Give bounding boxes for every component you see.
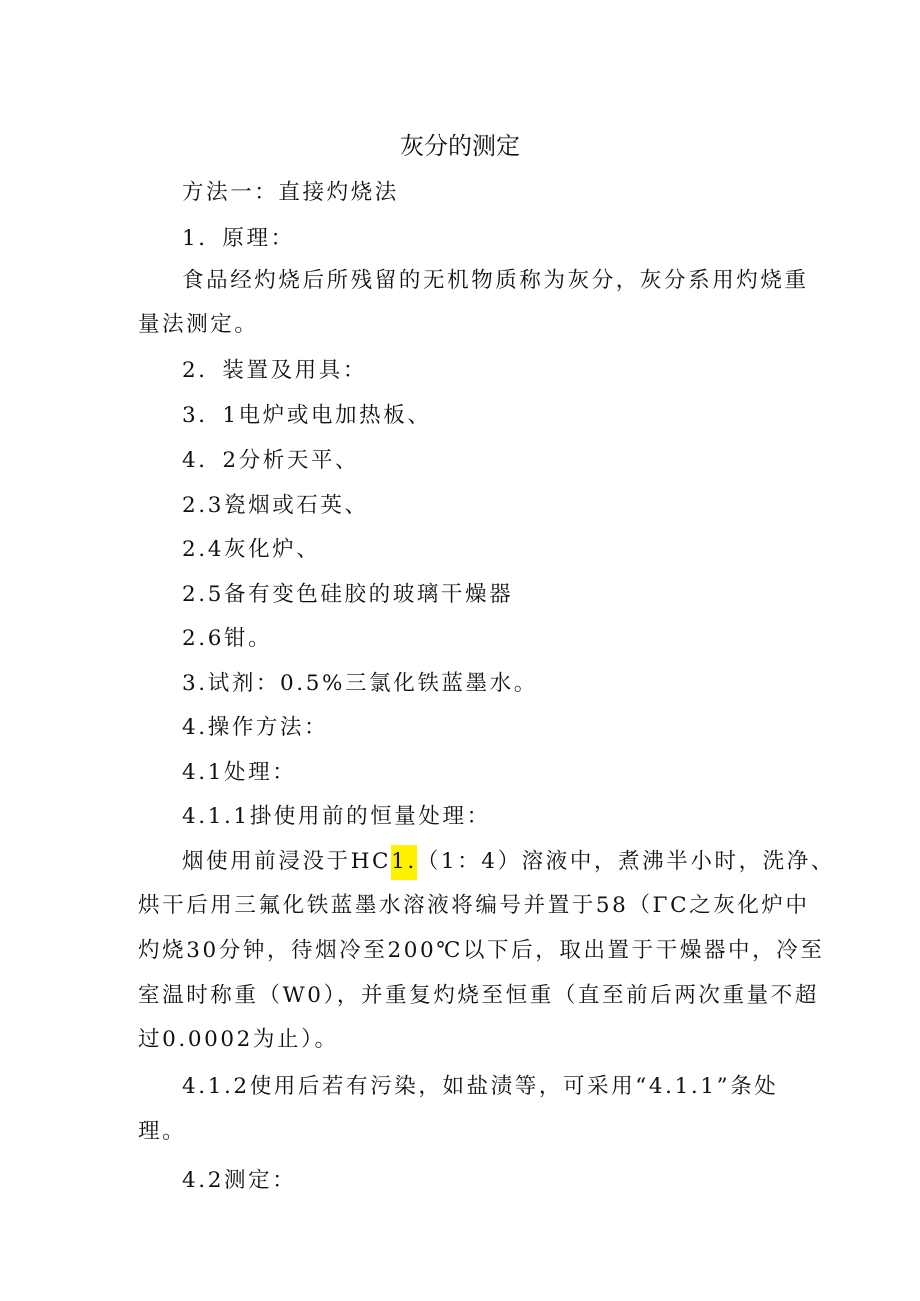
procedure-line-1 xyxy=(182,847,835,877)
section-reagent: 3.试剂：0.5%三氯化铁蓝墨水。 xyxy=(182,671,538,696)
highlighted-text: 1. xyxy=(391,845,417,880)
procedure-line-2: 烘干后用三氟化铁蓝墨水溶液将编号并置于58（ΓC之灰化炉中 xyxy=(138,893,810,918)
subsection-treatment: 4.1处理： xyxy=(182,760,297,785)
procedure-line-5: 过0.0002为止）。 xyxy=(138,1027,339,1052)
apparatus-item-2: 4．2分析天平、 xyxy=(182,448,360,473)
section-apparatus-heading: 2．装置及用具： xyxy=(182,358,367,383)
procedure-line-1-start: 烟使用前浸没于HC xyxy=(182,849,392,874)
apparatus-item-3: 2.3瓷烟或石英、 xyxy=(182,493,369,518)
section-principle-heading: 1．原理： xyxy=(182,226,295,251)
apparatus-item-4: 2.4灰化炉、 xyxy=(182,537,321,562)
apparatus-item-5: 2.5备有变色硅胶的玻璃干燥器 xyxy=(182,582,514,607)
procedure-line-1-end: （1：4）溶液中，煮沸半小时，洗净、 xyxy=(416,849,835,874)
page-title: 灰分的测定 xyxy=(400,132,520,160)
subsection-measurement: 4.2测定： xyxy=(182,1168,297,1193)
after-use-line-1: 4.1.2使用后若有污染，如盐渍等，可采用“4.1.1”条处 xyxy=(182,1074,779,1099)
procedure-line-3: 灼烧30分钟，待烟冷至200℃以下后，取出置于干燥器中，冷至 xyxy=(138,938,825,963)
procedure-line-4: 室温时称重（W0），并重复灼烧至恒重（直至前后两次重量不超 xyxy=(138,983,819,1008)
apparatus-item-6: 2.6钳。 xyxy=(182,626,273,651)
principle-text-line-1: 食品经灼烧后所残留的无机物质称为灰分，灰分系用灼烧重 xyxy=(182,268,809,293)
method-heading: 方法一：直接灼烧法 xyxy=(182,180,399,205)
section-operation-heading: 4.操作方法： xyxy=(182,715,329,740)
subsection-constant-weight: 4.1.1掛使用前的恒量处理： xyxy=(182,804,491,829)
after-use-line-2: 理。 xyxy=(138,1119,187,1144)
principle-text-line-2: 量法测定。 xyxy=(138,312,259,337)
apparatus-item-1: 3．1电炉或电加热板、 xyxy=(182,403,432,428)
